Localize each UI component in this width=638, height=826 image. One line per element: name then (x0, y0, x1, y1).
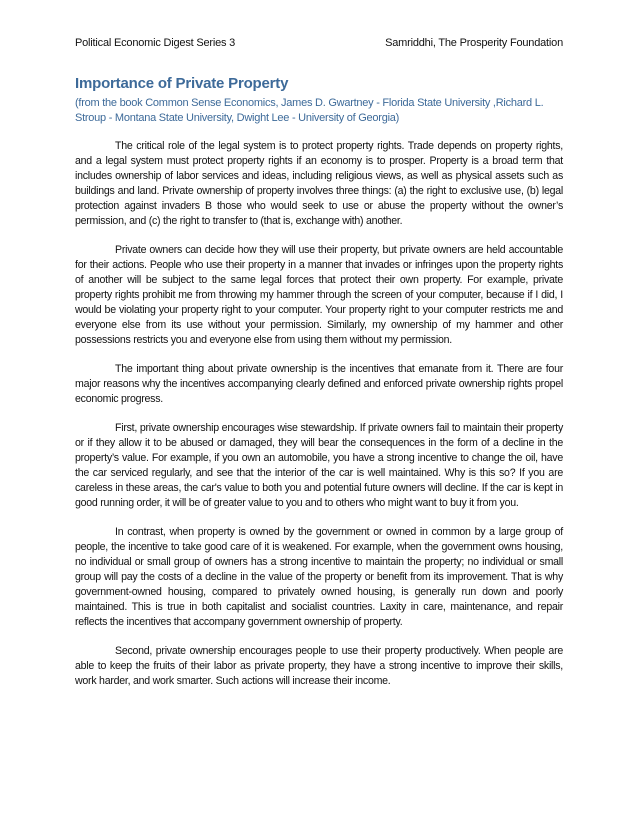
article-body (75, 139, 563, 689)
header-series-title: Political Economic Digest Series 3 (75, 37, 236, 49)
paragraph-stewardship: First, private ownership encourages wise stewardship. If private owners fail to maintain their property or if they allow it to be abused or damaged, they will bear the consequences in the form of a decline in the property’s value. For example, if you own an automobile, you have a strong incentive to change the oil, have the car serviced regularly, and see that the interior of the car is well maintained. Why is this so? If you are careless in these areas, the car's value to both you and potential future owners will decline. If the car is kept in good running order, it will be of greater value to you and to others who might want to buy it from you. (75, 422, 563, 509)
page-header (75, 36, 563, 50)
paragraph-incentives: The important thing about private ownership is the incentives that emanate from it. There are four major reasons why the incentives accompanying clearly defined and enforced private ownership rights propel economic progress. (75, 363, 563, 405)
header-organization: Samriddhi, The Prosperity Foundation (385, 37, 563, 49)
document-page (75, 36, 563, 703)
paragraph-accountability: Private owners can decide how they will use their property, but private owners are held accountable for their actions. People who use their property in a manner that invades or infringes upon the property rights of another will be subject to the same legal forces that protect their own property. For example, private property rights prohibit me from throwing my hammer through the screen of your computer, because if I did, I would be violating your property right to your computer. Your property right to your computer restricts me and everyone else from its use without your permission. Similarly, my ownership of my hammer and other possessions restricts you and everyone else from using them without my permission. (75, 244, 563, 346)
paragraph-legal-system: The critical role of the legal system is to protect property rights. Trade depends on property rights, and a legal system must protect property rights if an economy is to prosper. Property is a broad term that includes ownership of labor services and ideas, including religious views, as well as physical assets such as buildings and land. Private ownership of property involves three things: (a) the right to exclusive use, (b) legal protection against invaders B those who would seek to use or abuse the property without the owner’s permission, and (c) the right to transfer to (that is, exchange with) another. (75, 140, 563, 227)
paragraph-productive-use: Second, private ownership encourages people to use their property productively. When people are able to keep the fruits of their labor as private property, they have a strong incentive to improve their skills, work harder, and work smarter. Such actions will increase their income. (75, 645, 563, 687)
article-title: Importance of Private Property (75, 75, 289, 92)
article-source: (from the book Common Sense Economics, James D. Gwartney - Florida State University ,Richard L. Stroup - Montana State University, Dwight Lee - University of Georgia) (75, 97, 544, 124)
paragraph-government-ownership: In contrast, when property is owned by the government or owned in common by a large group of people, the incentive to take good care of it is weakened. For example, when the government owns housing, no individual or small group of owners has a strong incentive to maintain the property; no individual or small group will pay the costs of a decline in the value of the property or benefit from its improvement. That is why government-owned housing, compared to privately owned housing, is generally run down and poorly maintained. This is true in both capitalist and socialist countries. Laxity in care, maintenance, and repair reflects the incentives that accompany government ownership of property. (75, 526, 563, 628)
